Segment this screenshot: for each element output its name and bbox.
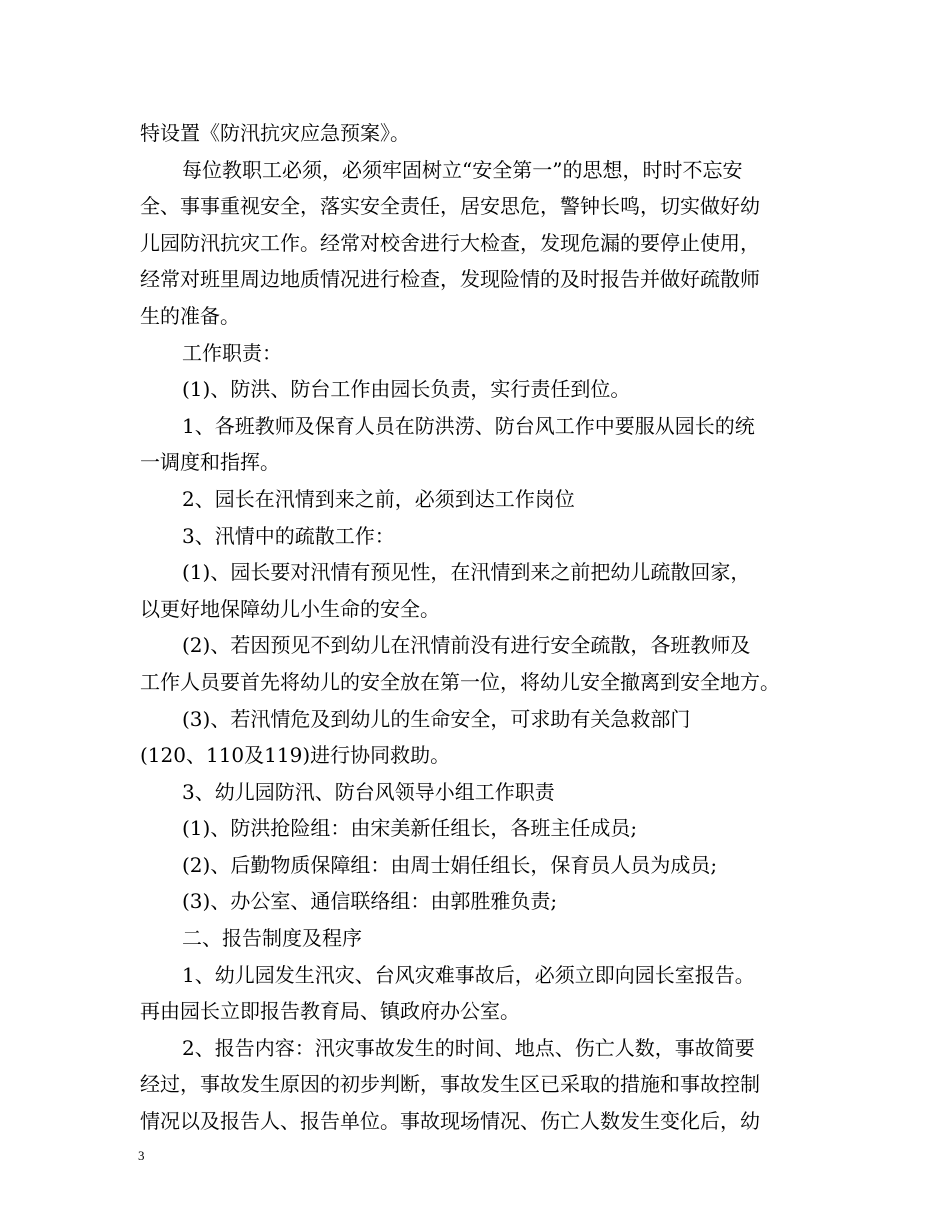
text-line: 1、各班教师及保育人员在防洪涝、防台风工作中要服从园长的统: [182, 413, 755, 438]
text-line: 生的准备。: [140, 303, 240, 328]
text-line: 3、汛情中的疏散工作：: [182, 523, 395, 548]
text-line: 工作人员要首先将幼儿的安全放在第一位，将幼儿安全撤离到安全地方。: [140, 669, 780, 694]
text-line: (1)、园长要对汛情有预见性，在汛情到来之前把幼儿疏散回家，: [182, 560, 751, 585]
text-line: 特设置《防汛抗灾应急预案》。: [140, 121, 410, 145]
text-line: (2)、若因预见不到幼儿在汛情前没有进行安全疏散，各班教师及: [182, 633, 751, 658]
text-line: 一调度和指挥。: [140, 450, 280, 475]
text-line: 2、报告内容：汛灾事故发生的时间、地点、伤亡人数，事故简要: [182, 1035, 755, 1060]
text-line: 再由园长立即报告教育局、镇政府办公室。: [140, 999, 520, 1024]
text-line: (1)、防洪、防台工作由园长负责，实行责任到位。: [182, 377, 631, 402]
text-line: 以更好地保障幼儿小生命的安全。: [140, 596, 440, 621]
text-line: 1、幼儿园发生汛灾、台风灾难事故后，必须立即向园长室报告。: [182, 962, 755, 987]
text-line: 3、幼儿园防汛、防台风领导小组工作职责: [182, 779, 555, 804]
text-line: 全、事事重视安全，落实安全责任，居安思危，警钟长鸣，切实做好幼: [140, 194, 760, 219]
body-text: [140, 115, 815, 1140]
text-line: 2、园长在汛情到来之前，必须到达工作岗位: [182, 486, 575, 511]
text-line: 每位教职工必须，必须牢固树立“安全第一”的思想，时时不忘安: [182, 157, 743, 182]
text-line: (2)、后勤物质保障组：由周士娟任组长，保育员人员为成员;: [182, 852, 718, 877]
text-line: 儿园防汛抗灾工作。经常对校舍进行大检查，发现危漏的要停止使用，: [140, 230, 760, 255]
text-line: 二、报告制度及程序: [182, 926, 362, 951]
text-line: (3)、若汛情危及到幼儿的生命安全，可求助有关急救部门: [182, 706, 691, 731]
text-line: (3)、办公室、通信联络组：由郭胜雅负责;: [182, 889, 558, 914]
text-line: 经过，事故发生原因的初步判断，事故发生区已采取的措施和事故控制: [140, 1072, 760, 1097]
text-line: 情况以及报告人、报告单位。事故现场情况、伤亡人数发生变化后，幼: [140, 1109, 760, 1134]
text-line: 工作职责：: [182, 340, 282, 365]
text-line: (1)、防洪抢险组：由宋美新任组长，各班主任成员;: [182, 816, 638, 841]
text-line: (120、110及119)进行协同救助。: [140, 743, 451, 768]
page-number: 3: [138, 1148, 145, 1163]
text-line: 经常对班里周边地质情况进行检查，发现险情的及时报告并做好疏散师: [140, 267, 760, 292]
